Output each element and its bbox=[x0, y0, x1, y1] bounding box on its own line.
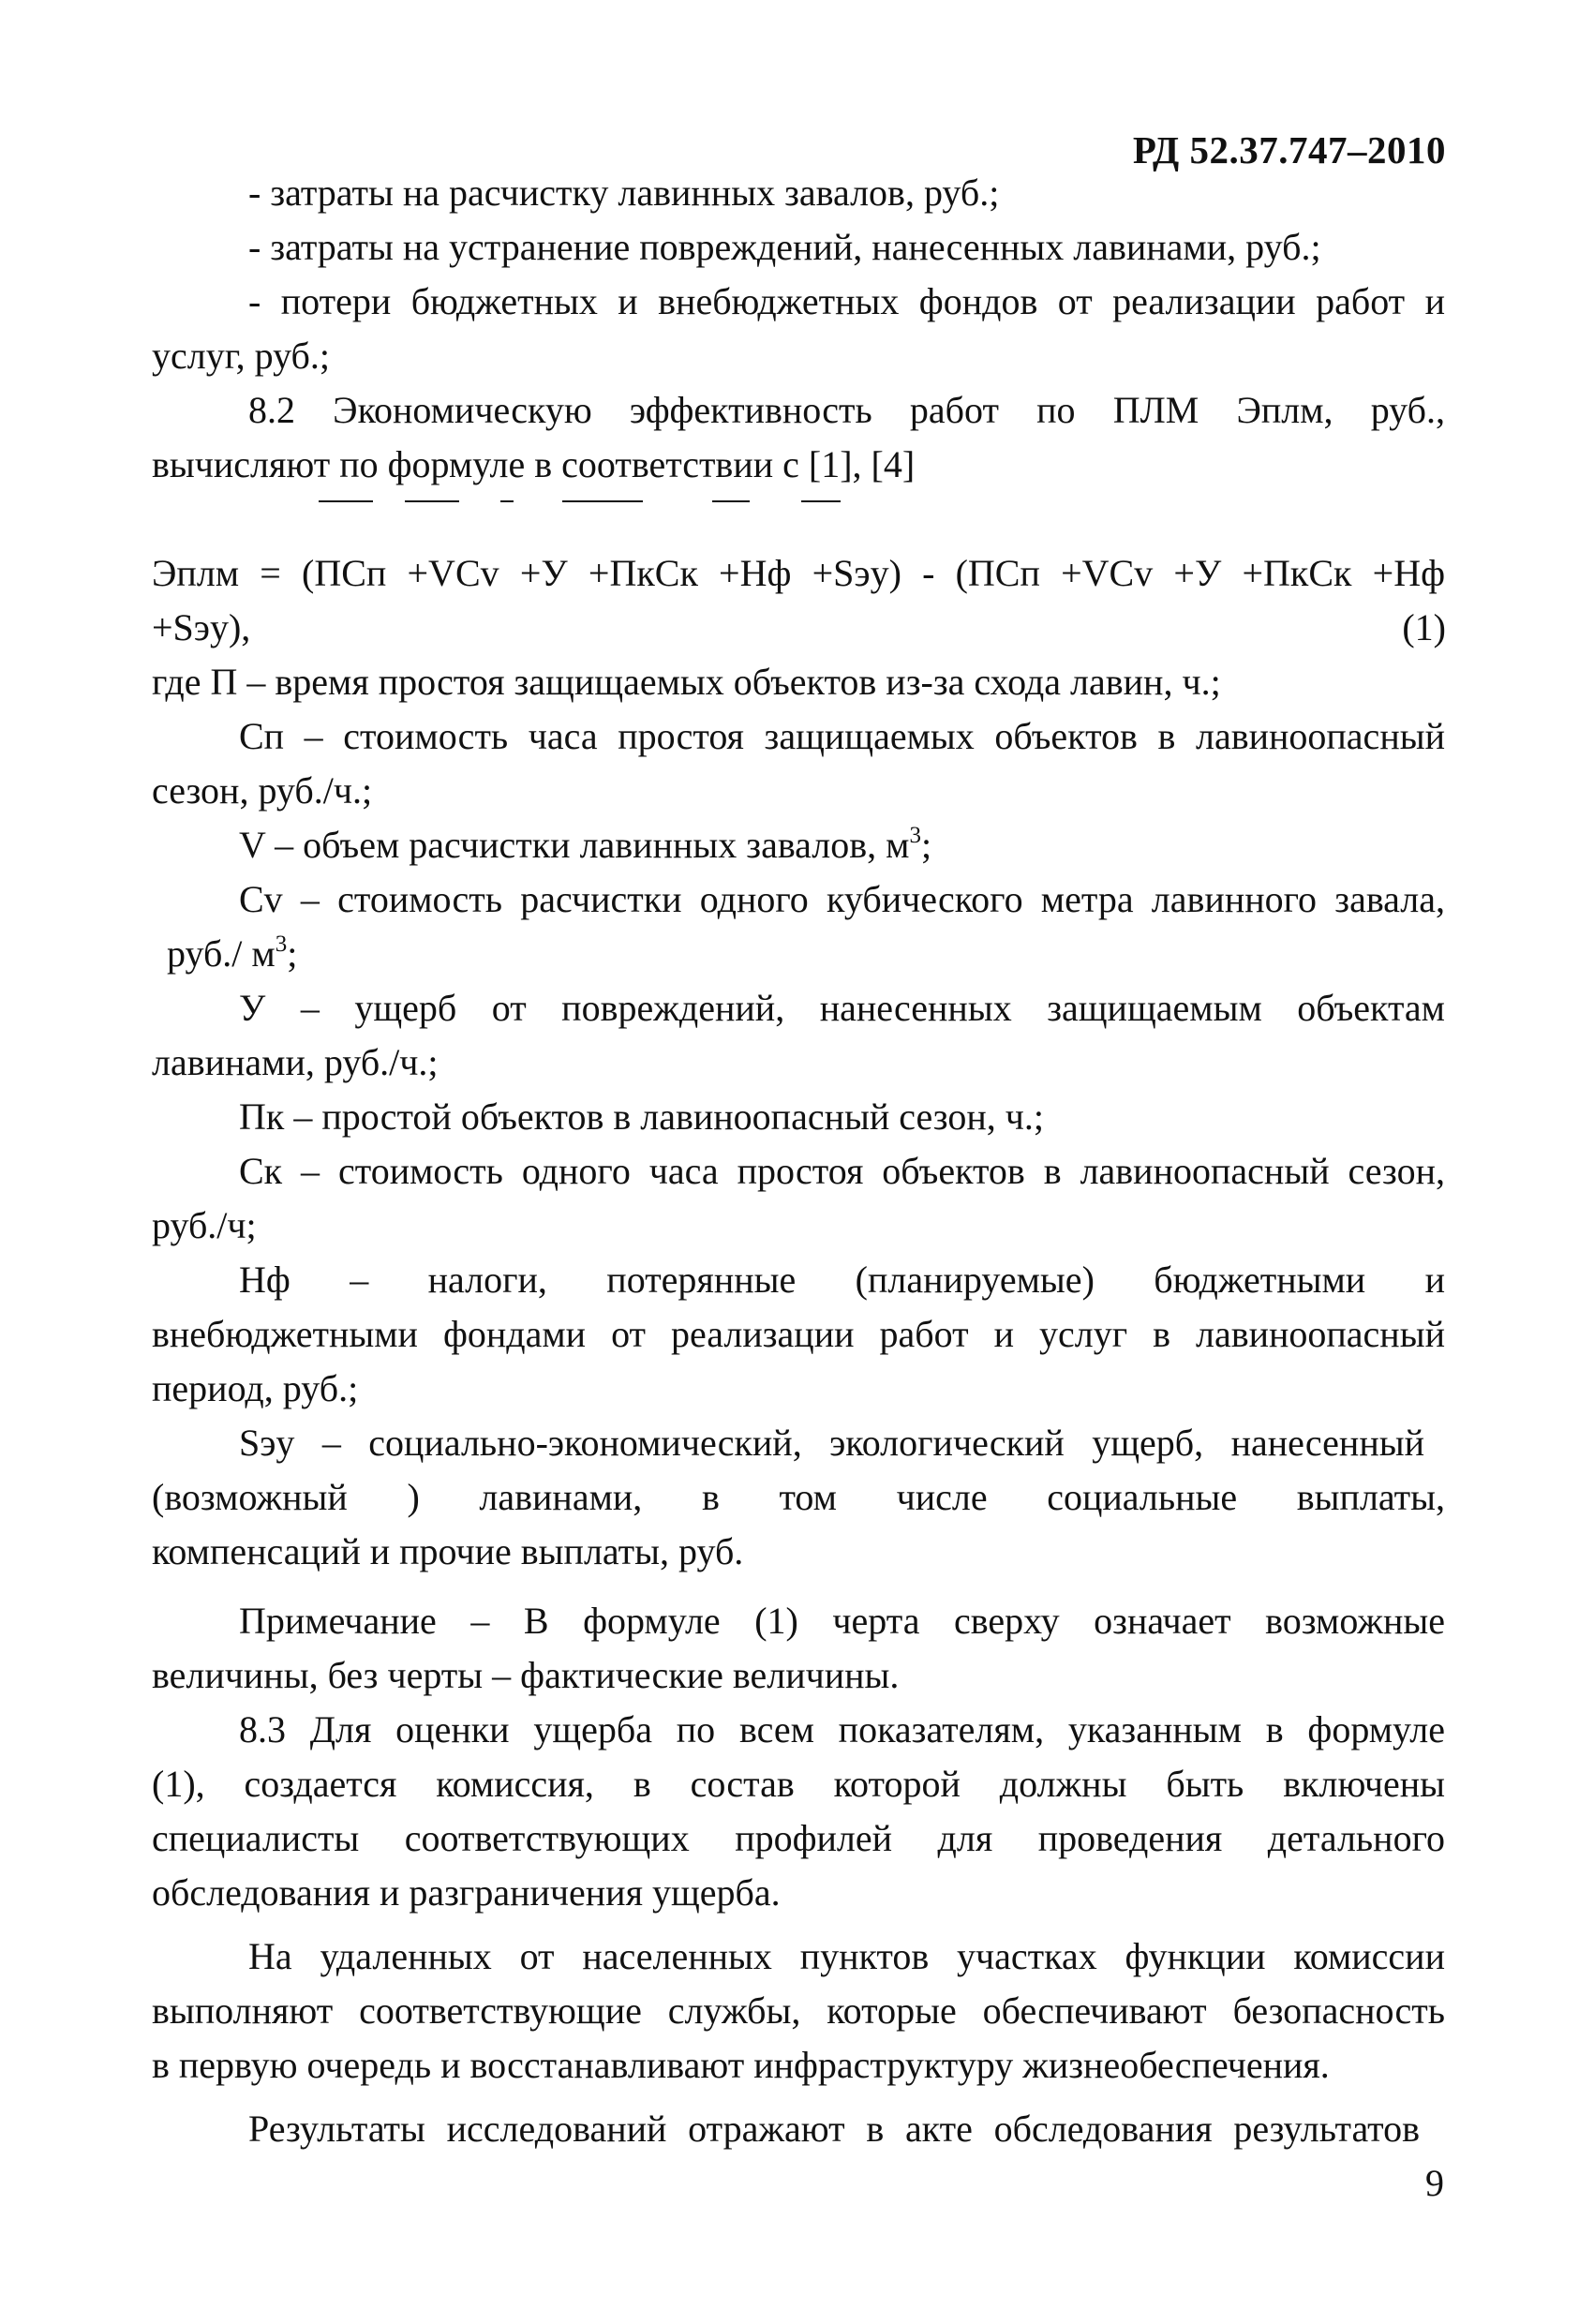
page-number: 9 bbox=[1425, 2162, 1444, 2204]
text-line: - потери бюджетных и внебюджетных фондов от реализации работ и bbox=[248, 280, 1445, 322]
formula-overbars bbox=[0, 500, 1594, 510]
text-line: V – объем расчистки лавинных завалов, $м^3$; bbox=[239, 823, 932, 866]
text-line: величины, без черты – фактические величины. bbox=[152, 1654, 900, 1696]
text-line: Сп – стоимость часа простоя защищаемых объектов в лавиноопасный bbox=[239, 715, 1445, 757]
text-line: Результаты исследований отражают в акте обследования результатов bbox=[248, 2108, 1420, 2150]
text-line: На удаленных от населенных пунктов участках функции комиссии bbox=[248, 1935, 1445, 1977]
overbar bbox=[801, 500, 841, 502]
text-line: в первую очередь и восстанавливают инфраструктуру жизнеобеспечения. bbox=[152, 2044, 1330, 2086]
text-line: Пк – простой объектов в лавиноопасный сезон, ч.; bbox=[239, 1095, 1044, 1138]
formula-line: +Sэу), bbox=[152, 606, 251, 648]
text-line: руб./ $м^3$; bbox=[167, 931, 298, 975]
text-line: внебюджетными фондами от реализации работ и услуг в лавиноопасный bbox=[152, 1313, 1445, 1355]
text-line: - затраты на расчистку лавинных завалов, руб.; bbox=[248, 171, 1000, 214]
text-line: Ск – стоимость одного часа простоя объектов в лавиноопасный сезон, bbox=[239, 1150, 1445, 1192]
overbar bbox=[500, 500, 514, 502]
text-line: (возможный ) лавинами, в том числе социальные выплаты, bbox=[152, 1476, 1445, 1518]
overbar bbox=[405, 500, 459, 502]
text-line: - затраты на устранение повреждений, нанесенных лавинами, руб.; bbox=[248, 226, 1321, 268]
text-line: руб./ч; bbox=[152, 1204, 257, 1246]
text-line: сезон, руб./ч.; bbox=[152, 769, 373, 812]
text-line: выполняют соответствующие службы, которые обеспечивают безопасность bbox=[152, 1989, 1445, 2032]
text-line: Нф – налоги, потерянные (планируемые) бюджетными и bbox=[239, 1259, 1445, 1301]
text-line: специалисты соответствующих профилей для проведения детального bbox=[152, 1817, 1445, 1859]
text-line: У – ущерб от повреждений, нанесенных защищаемым объектам bbox=[239, 987, 1445, 1029]
text-line: 8.3 Для оценки ущерба по всем показателям, указанным в формуле bbox=[239, 1708, 1445, 1750]
overbar bbox=[712, 500, 750, 502]
equation-number: (1) bbox=[1402, 606, 1446, 648]
text-line: (1), создается комиссия, в состав которой должны быть включены bbox=[152, 1763, 1445, 1805]
formula-line: Эплм = (ПСп +VCv +У +ПкСк +Нф +Sэу) - (ПСп +VCv +У +ПкСк +Нф bbox=[152, 552, 1445, 594]
text-line: 8.2 Экономическую эффективность работ по ПЛМ Эплм, руб., bbox=[248, 389, 1445, 431]
text-line: компенсаций и прочие выплаты, руб. bbox=[152, 1530, 744, 1572]
overbar bbox=[319, 500, 373, 502]
text-line: обследования и разграничения ущерба. bbox=[152, 1871, 781, 1914]
text-line: Примечание – В формуле (1) черта сверху означает возможные bbox=[239, 1600, 1445, 1642]
text-line: Cv – стоимость расчистки одного кубического метра лавинного завала, bbox=[239, 878, 1445, 920]
text-line: период, руб.; bbox=[152, 1367, 359, 1409]
text-line: где П – время простоя защищаемых объектов из-за схода лавин, ч.; bbox=[152, 661, 1221, 703]
text-line: услуг, руб.; bbox=[152, 335, 331, 377]
document-code: РД 52.37.747–2010 bbox=[1132, 128, 1446, 171]
text-line: Sэу – социально-экономический, экологический ущерб, нанесенный bbox=[239, 1422, 1424, 1464]
text-line: лавинами, руб./ч.; bbox=[152, 1041, 439, 1083]
text-line: вычисляют по формуле в соответствии с [1], [4] bbox=[152, 443, 916, 485]
overbar bbox=[562, 500, 643, 502]
